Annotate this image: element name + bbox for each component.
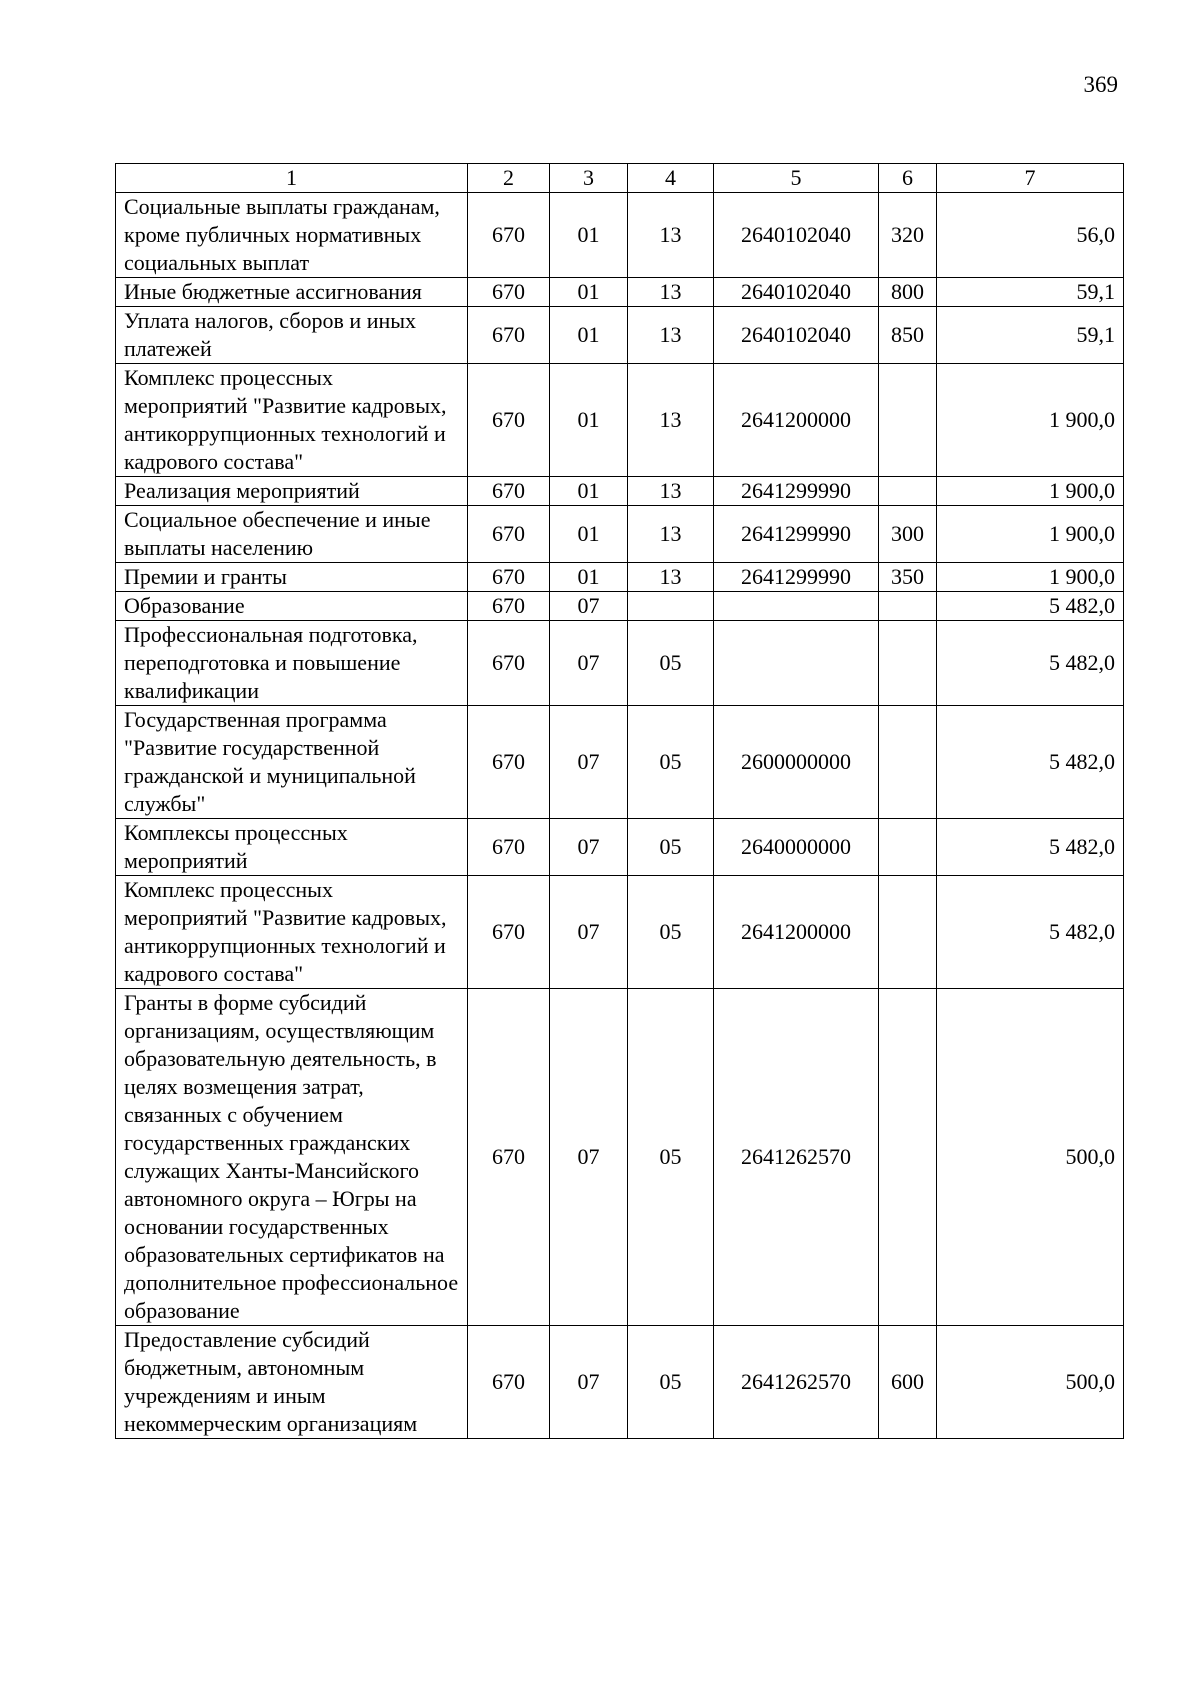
target-article-cell: 2641299990	[714, 563, 879, 592]
expense-name-cell: Реализация мероприятий	[116, 477, 468, 506]
section-code-cell: 07	[550, 592, 628, 621]
target-article-cell: 2641200000	[714, 364, 879, 477]
ministry-code-cell: 670	[468, 1326, 550, 1439]
ministry-code-cell: 670	[468, 477, 550, 506]
table-row	[116, 477, 1124, 506]
amount-cell: 5 482,0	[937, 621, 1124, 706]
page-number: 369	[1083, 72, 1118, 97]
target-article-cell: 2640102040	[714, 307, 879, 364]
table-row	[116, 621, 1124, 706]
section-code-cell: 07	[550, 706, 628, 819]
section-code-cell: 07	[550, 1326, 628, 1439]
section-code-cell: 01	[550, 563, 628, 592]
ministry-code-cell: 670	[468, 592, 550, 621]
header-cell: 4	[628, 164, 714, 193]
amount-cell: 59,1	[937, 307, 1124, 364]
subsection-code-cell: 13	[628, 307, 714, 364]
expense-type-cell: 600	[879, 1326, 937, 1439]
expense-name-cell: Социальное обеспечение и иные выплаты населению	[116, 506, 468, 563]
section-code-cell: 01	[550, 278, 628, 307]
expense-name-cell: Предоставление субсидий бюджетным, автономным учреждениям и иным некоммерческим организациям	[116, 1326, 468, 1439]
ministry-code-cell: 670	[468, 621, 550, 706]
ministry-code-cell: 670	[468, 989, 550, 1326]
subsection-code-cell	[628, 592, 714, 621]
subsection-code-cell: 13	[628, 193, 714, 278]
expense-type-cell: 320	[879, 193, 937, 278]
ministry-code-cell: 670	[468, 876, 550, 989]
table-row	[116, 876, 1124, 989]
amount-cell: 5 482,0	[937, 876, 1124, 989]
subsection-code-cell: 13	[628, 278, 714, 307]
amount-cell: 1 900,0	[937, 364, 1124, 477]
amount-cell: 5 482,0	[937, 819, 1124, 876]
ministry-code-cell: 670	[468, 563, 550, 592]
section-code-cell: 07	[550, 876, 628, 989]
header-cell: 7	[937, 164, 1124, 193]
target-article-cell: 2641262570	[714, 989, 879, 1326]
expense-name-cell: Гранты в форме субсидий организациям, осуществляющим образовательную деятельность, в целях возмещения затрат, связанных с обучением государственных гражданских служащих Ханты-Мансийского автономного округа – Югры на основании государственных образовательных сертификатов на дополнительное профессиональное образование	[116, 989, 468, 1326]
table-row	[116, 563, 1124, 592]
expense-type-cell: 850	[879, 307, 937, 364]
expense-name-cell: Иные бюджетные ассигнования	[116, 278, 468, 307]
header-cell: 6	[879, 164, 937, 193]
target-article-cell: 2641200000	[714, 876, 879, 989]
section-code-cell: 07	[550, 989, 628, 1326]
table-row	[116, 1326, 1124, 1439]
expense-type-cell	[879, 876, 937, 989]
expense-type-cell	[879, 989, 937, 1326]
amount-cell: 59,1	[937, 278, 1124, 307]
expense-type-cell	[879, 364, 937, 477]
header-cell: 5	[714, 164, 879, 193]
expense-name-cell: Государственная программа "Развитие государственной гражданской и муниципальной службы"	[116, 706, 468, 819]
section-code-cell: 01	[550, 506, 628, 563]
table-row	[116, 706, 1124, 819]
target-article-cell: 2640102040	[714, 278, 879, 307]
amount-cell: 1 900,0	[937, 563, 1124, 592]
expense-type-cell	[879, 706, 937, 819]
target-article-cell: 2641262570	[714, 1326, 879, 1439]
amount-cell: 500,0	[937, 1326, 1124, 1439]
subsection-code-cell: 05	[628, 621, 714, 706]
target-article-cell: 2600000000	[714, 706, 879, 819]
subsection-code-cell: 05	[628, 876, 714, 989]
expense-type-cell	[879, 592, 937, 621]
ministry-code-cell: 670	[468, 307, 550, 364]
amount-cell: 1 900,0	[937, 506, 1124, 563]
amount-cell: 500,0	[937, 989, 1124, 1326]
subsection-code-cell: 05	[628, 989, 714, 1326]
expense-name-cell: Комплексы процессных мероприятий	[116, 819, 468, 876]
expense-type-cell	[879, 621, 937, 706]
target-article-cell: 2640000000	[714, 819, 879, 876]
subsection-code-cell: 05	[628, 819, 714, 876]
section-code-cell: 07	[550, 621, 628, 706]
amount-cell: 5 482,0	[937, 706, 1124, 819]
header-row	[116, 164, 1124, 193]
target-article-cell	[714, 592, 879, 621]
ministry-code-cell: 670	[468, 193, 550, 278]
expense-type-cell: 800	[879, 278, 937, 307]
amount-cell: 1 900,0	[937, 477, 1124, 506]
subsection-code-cell: 05	[628, 706, 714, 819]
header-cell: 2	[468, 164, 550, 193]
ministry-code-cell: 670	[468, 278, 550, 307]
amount-cell: 5 482,0	[937, 592, 1124, 621]
header-cell: 3	[550, 164, 628, 193]
ministry-code-cell: 670	[468, 706, 550, 819]
expense-name-cell: Уплата налогов, сборов и иных платежей	[116, 307, 468, 364]
subsection-code-cell: 13	[628, 506, 714, 563]
section-code-cell: 01	[550, 477, 628, 506]
subsection-code-cell: 13	[628, 563, 714, 592]
budget-table	[115, 163, 1124, 1439]
subsection-code-cell: 05	[628, 1326, 714, 1439]
amount-cell: 56,0	[937, 193, 1124, 278]
target-article-cell: 2641299990	[714, 477, 879, 506]
section-code-cell: 01	[550, 193, 628, 278]
ministry-code-cell: 670	[468, 819, 550, 876]
target-article-cell	[714, 621, 879, 706]
expense-name-cell: Образование	[116, 592, 468, 621]
section-code-cell: 01	[550, 307, 628, 364]
subsection-code-cell: 13	[628, 477, 714, 506]
table-row	[116, 592, 1124, 621]
target-article-cell: 2641299990	[714, 506, 879, 563]
expense-type-cell: 350	[879, 563, 937, 592]
subsection-code-cell: 13	[628, 364, 714, 477]
header-cell: 1	[116, 164, 468, 193]
table-row	[116, 364, 1124, 477]
expense-name-cell: Комплекс процессных мероприятий "Развитие кадровых, антикоррупционных технологий и кадрового состава"	[116, 364, 468, 477]
table-row	[116, 989, 1124, 1326]
table-row	[116, 307, 1124, 364]
expense-name-cell: Премии и гранты	[116, 563, 468, 592]
expense-name-cell: Профессиональная подготовка, переподготовка и повышение квалификации	[116, 621, 468, 706]
expense-type-cell: 300	[879, 506, 937, 563]
table-row	[116, 193, 1124, 278]
section-code-cell: 01	[550, 364, 628, 477]
expense-type-cell	[879, 477, 937, 506]
expense-name-cell: Социальные выплаты гражданам, кроме публичных нормативных социальных выплат	[116, 193, 468, 278]
table-row	[116, 278, 1124, 307]
target-article-cell: 2640102040	[714, 193, 879, 278]
section-code-cell: 07	[550, 819, 628, 876]
ministry-code-cell: 670	[468, 506, 550, 563]
ministry-code-cell: 670	[468, 364, 550, 477]
expense-name-cell: Комплекс процессных мероприятий "Развитие кадровых, антикоррупционных технологий и кадрового состава"	[116, 876, 468, 989]
expense-type-cell	[879, 819, 937, 876]
table-row	[116, 819, 1124, 876]
table-row	[116, 506, 1124, 563]
